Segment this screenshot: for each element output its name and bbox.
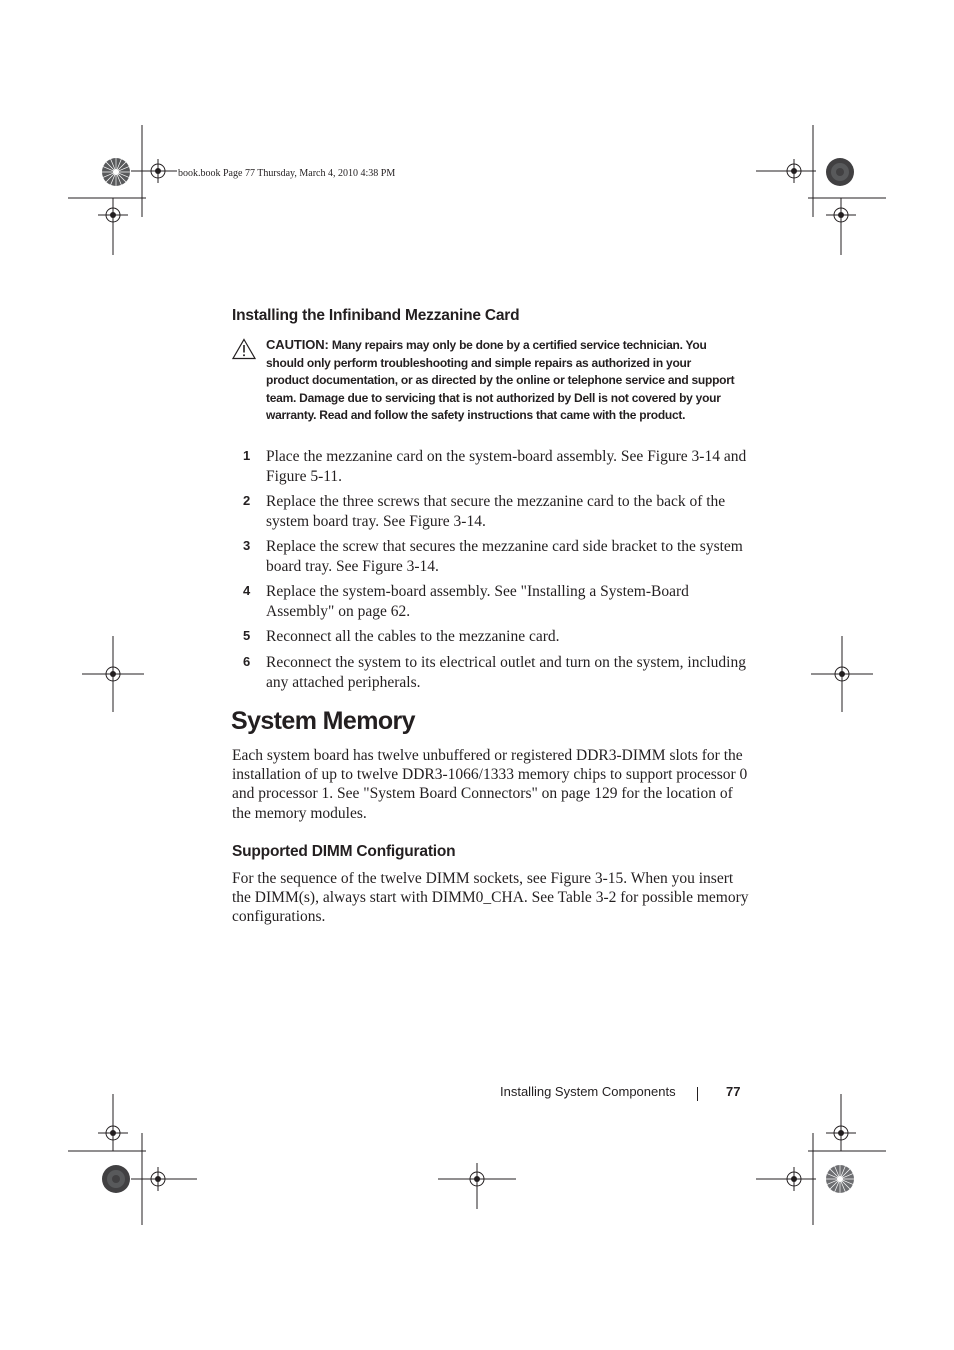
dimm-configuration-paragraph: For the sequence of the twelve DIMM sockets, see Figure 3-15. When you insert the DIMM(s), always start with DIMM0_CHA. See Table 3-2 for possible memory configurations. <box>232 870 749 926</box>
registration-mark-icon <box>131 1133 197 1225</box>
caution-triangle-icon <box>232 338 256 360</box>
step-number: 5 <box>243 628 251 643</box>
registration-mark-icon <box>811 636 873 712</box>
registration-mark-icon <box>808 195 886 255</box>
step-number: 2 <box>243 493 251 508</box>
registration-mark-icon <box>756 1133 816 1225</box>
step-number: 4 <box>243 583 251 598</box>
registration-mark-icon <box>808 1094 886 1154</box>
color-target-icon <box>101 1164 131 1194</box>
footer-chapter-title: Installing System Components <box>500 1084 676 1099</box>
footer-divider <box>697 1087 698 1101</box>
registration-mark-icon <box>82 636 144 712</box>
print-slug: book.book Page 77 Thursday, March 4, 2010 4:38 PM <box>178 168 396 179</box>
color-target-icon <box>825 1164 855 1194</box>
page-number: 77 <box>726 1084 741 1099</box>
step-text: Reconnect all the cables to the mezzanine card. <box>266 628 560 645</box>
step-text: Place the mezzanine card on the system-board assembly. See Figure 3-14 and Figure 5-11. <box>266 448 747 485</box>
step-text: Replace the system-board assembly. See "Installing a System-Board Assembly" on page 62. <box>266 583 689 620</box>
section-heading-dimm: Supported DIMM Configuration <box>232 843 456 860</box>
registration-mark-icon <box>68 195 146 255</box>
step-number: 1 <box>243 448 251 463</box>
step-number: 6 <box>243 654 251 669</box>
color-target-icon <box>825 157 855 187</box>
section-heading-infiniband: Installing the Infiniband Mezzanine Card <box>232 307 520 324</box>
step-number: 3 <box>243 538 251 553</box>
caution-text: Many repairs may only be done by a certified service technician. You should only perform troubleshooting and simple repairs as authorized in your product documentation, or as directed by the online or telephone service and support team. Damage due to servicing that is not authorized by Dell is not covered by your warranty. Read and follow the safety instructions that came with the product. <box>266 338 735 423</box>
caution-label: CAUTION: <box>266 337 329 352</box>
color-target-icon <box>101 157 131 187</box>
step-text: Reconnect the system to its electrical outlet and turn on the system, including any attached peripherals. <box>266 654 746 691</box>
registration-mark-icon <box>756 125 816 217</box>
system-memory-paragraph: Each system board has twelve unbuffered or registered DDR3-DIMM slots for the installation of up to twelve DDR3-1066/1333 memory chips to support processor 0 and processor 1. See "System Board Connectors" on page 129 for the location of the memory modules. <box>232 747 748 822</box>
step-text: Replace the three screws that secure the mezzanine card to the back of the system board tray. See Figure 3-14. <box>266 493 726 530</box>
caution-notice <box>266 336 736 425</box>
registration-mark-icon <box>438 1163 516 1209</box>
step-text: Replace the screw that secures the mezzanine card side bracket to the system board tray. See Figure 3-14. <box>266 538 743 575</box>
page-title: System Memory <box>231 707 415 735</box>
